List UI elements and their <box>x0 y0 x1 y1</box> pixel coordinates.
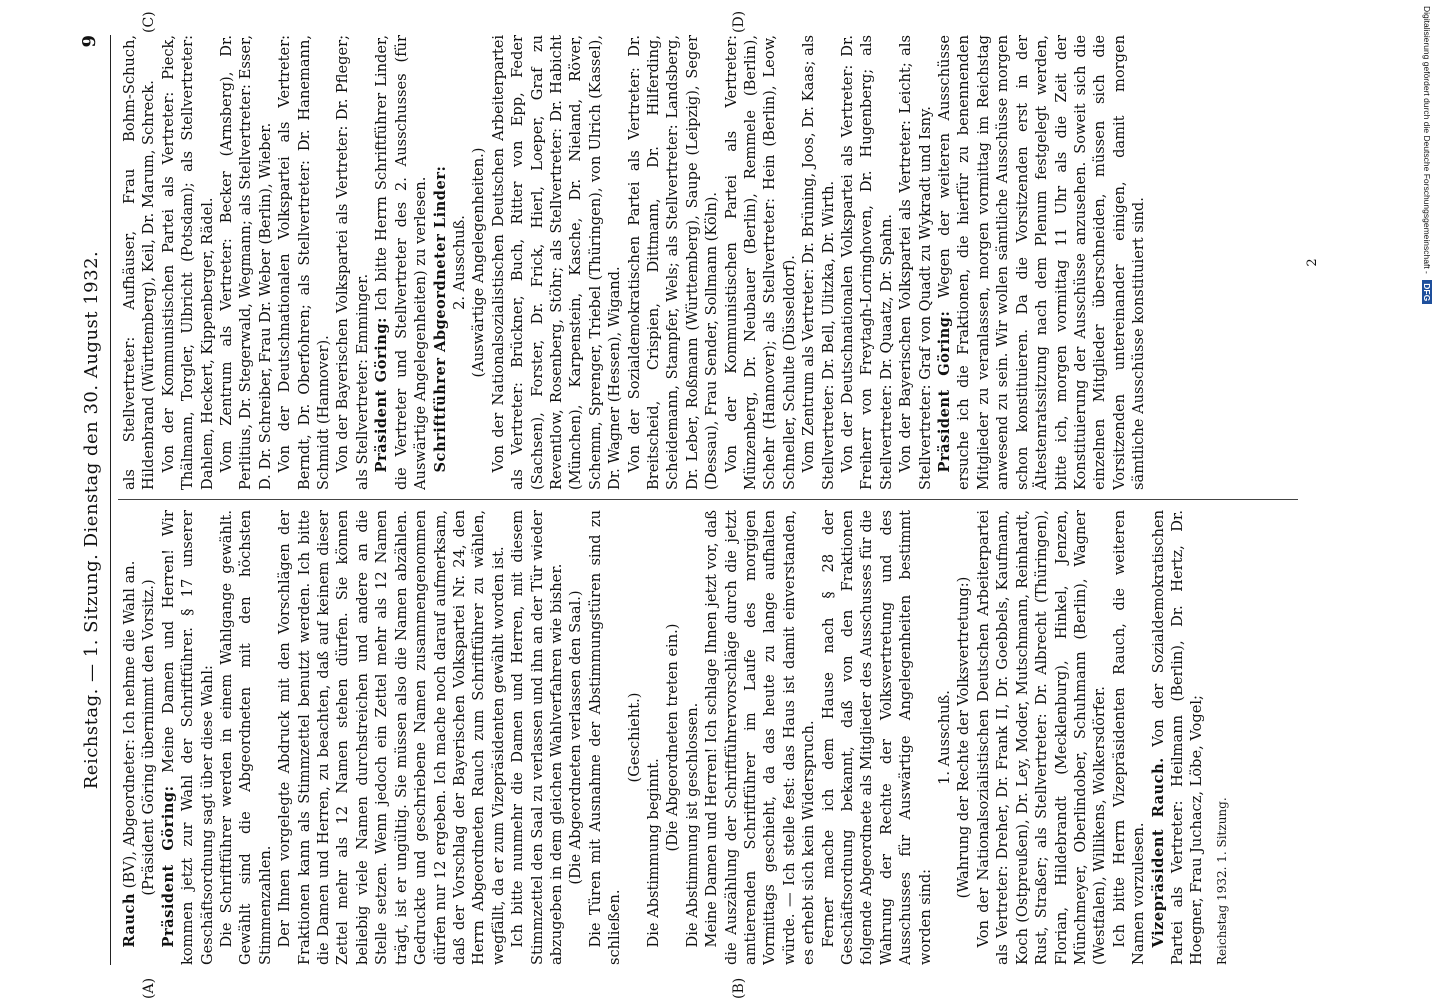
paragraph <box>159 510 217 965</box>
centered-line <box>469 35 488 490</box>
column-divider <box>118 499 1298 500</box>
paragraph-text: Von der Sozialdemokratischen Partei als Vertreter: Heilmann (Berlin), Dr. Hertz, Dr. Hoegner, Frau Juchacz, Löbe, Vogel; <box>1149 510 1206 965</box>
paragraph-text: Ich bitte Herrn Schriftführer Linder, die Vertreter und Stellvertreter des 2. Ausschusses (für Auswärtige Angelegenheiten) zu verlesen. <box>373 35 430 490</box>
speaker-name: Präsident Göring: <box>159 785 177 948</box>
paragraph-text: Der Ihnen vorgelegte Abdruck mit den Vorschlägen der Fraktionen kann als Stimmzettel benutzt werden. Ich bitte die Damen und Herren, zu beachten, daß auf keinem dieser Zettel mehr als 12 Namen stehen dürfen. Sie können beliebig viele Namen durchstreichen und andere an die Stelle setzen. Wenn jedoch ein Zettel mehr als 12 Namen trägt, ist er ungültig. Sie müssen also die Namen abzählen. Gedruckte und geschriebene Namen zusammengenommen dürfen nur 12 ergeben. Ich mache noch darauf aufmerksam, daß der Vorschlag der Bayerischen Volkspartei Nr. 24, den Herrn Abgeordneten Rauch zum Schriftführer zu wählen, wegfällt, da er zum Vizepräsidenten gewählt worden ist. <box>276 510 507 965</box>
paragraph-text: Vom Zentrum als Vertreter: Becker (Arnsberg), Dr. Perlitius, Dr. Stegerwald, Wegmann; als Stellvertreter: Esser, D. Dr. Schreiber, Frau Dr. Weber (Berlin), Wieber. <box>218 35 274 490</box>
margin-letter-d: (D) <box>731 10 747 33</box>
paragraph <box>1110 510 1149 965</box>
paragraph-text: Meine Damen und Herren! Wir kommen jetzt zur Wahl der Schriftführer. § 17 unserer Geschäftsordnung sagt über diese Wahl: <box>159 510 216 965</box>
paragraph <box>217 35 275 490</box>
document-page <box>79 10 1340 999</box>
paragraph-text: Von der Bayerischen Volkspartei als Vertreter: Dr. Pfleger; als Stellvertreter: Emminger. <box>334 35 371 490</box>
right-column <box>120 35 1330 490</box>
speaker-name: Schriftführer Abgeordneter Linder: <box>431 165 449 473</box>
paragraph <box>275 510 508 965</box>
paragraph <box>159 35 217 490</box>
paragraph-text: Von der Nationalsozialistischen Deutschen Arbeiterpartei als Vertreter: Brückner, Buch, Ritter von Epp, Feder (Sachsen), Forster, Dr. Frick, Hierl, Loeper, Graf zu Reventlow, Rosenberg, Stöhr; als Stellvertreter: Dr. Habicht (München), Karpenstein, Kasche, Dr. Nieland, Röver, Schemm, Sprenger, Triebel (Thüringen), von Ulrich (Kassel), Dr. Wagner (Hessen), Wigand. <box>489 35 624 490</box>
centered-line <box>566 510 585 965</box>
paragraph-text: Die Schriftführer werden in einem Wahlgange gewählt. Gewählt sind die Abgeordneten mit den höchsten Stimmenzahlen. <box>218 510 274 965</box>
paragraph <box>120 510 139 965</box>
paragraph-text: Wegen der weiteren Ausschüsse ersuche ich die Fraktionen, die hierfür zu benennenden Mitglieder zu veranlassen, morgen vormittag im Reichstag anwesend zu sein. Wir wollen sämtliche Ausschüsse morgen schon konstituieren. Da die Vorsitzenden erst in der Ältestenratssitzung nach dem Plenum festgelegt werden, bitte ich, morgen vormittag 11 Uhr als die Zeit der Konstituierung der Ausschüsse anzusehen. Soweit sich die einzelnen Mitglieder überschneiden, müssen sich die Vorsitzenden untereinander einigen, damit morgen sämtliche Ausschüsse konstituiert sind. <box>936 35 1148 490</box>
page-footer-note: Reichstag 1932. 1. Sitzung. <box>1214 797 1229 965</box>
left-column-text <box>120 510 1207 965</box>
paragraph-text: Von der Kommunistischen Partei als Vertreter: Münzenberg, Dr. Neubauer (Berlin), Remmele (Berlin), Schehr (Hannover); als Stellvertreter: Hein (Berlin), Leow, Schneller, Schulte (Düsseldorf). <box>722 35 798 490</box>
paragraph <box>586 510 625 965</box>
paragraph <box>1149 510 1207 965</box>
margin-letter-c: (C) <box>141 11 157 33</box>
running-header: Reichstag. — 1. Sitzung. Dienstag den 30. August 1932. <box>81 250 102 790</box>
paragraph-text: (Die Abgeordneten verlassen den Saal.) <box>567 590 585 885</box>
paragraph-text: Von der Deutschnationalen Volkspartei als Vertreter: Berndt, Dr. Oberfohren; als Stellvertreter: Dr. Hanemann, Schmidt (Hannover). <box>276 35 333 490</box>
dfg-logo: DFG <box>1422 280 1432 304</box>
paragraph <box>935 35 1148 490</box>
paragraph-text: Ich bitte nunmehr die Damen und Herren, mit diesem Stimmzettel den Saal zu verlassen und ihn an der Tür wieder abzugeben in dem gleichen Wahlverfahren wie bisher. <box>509 510 565 965</box>
paragraph <box>974 510 1110 965</box>
paragraph-text: Die Abstimmung ist geschlossen. <box>683 702 701 948</box>
paragraph-text: als Stellvertreter: Aufhäuser, Frau Bohm-Schuch, Hildenbrand (Württemberg), Keil, Dr. Marum, Schreck. <box>121 35 158 490</box>
paragraph-text: 1. Ausschuß. <box>936 690 954 785</box>
paragraph-text: Von der Nationalsozialistischen Deutschen Arbeiterpartei als Vertreter: Dreher, Dr. Frank II, Dr. Goebbels, Kaufmann, Koch (Ostpreußen), Dr. Ley, Moder, Mutschmann, Reinhardt, Rust, Straßer; als Stellvertreter: Dr. Albrecht (Thüringen), Florian, Hildebrandt (Mecklenburg), Hinkel, Jenzen, Münchmeyer, Oberlindober, Schuhmann (Berlin), Wagner (Westfalen), Willikens, Wolkersdörfer. <box>974 510 1109 965</box>
paragraph-text: Ich bitte Herrn Vizepräsidenten Rauch, die weiteren Namen vorzulesen. <box>1110 510 1148 965</box>
paragraph <box>799 35 838 490</box>
paragraph <box>625 35 722 490</box>
margin-letter-b: (B) <box>731 977 747 999</box>
paragraph-text: (Wahrung der Rechte der Volksvertretung:) <box>955 576 973 899</box>
speaker-name: Präsident Göring: <box>373 317 391 473</box>
left-column <box>120 510 1330 965</box>
centered-line <box>625 510 644 965</box>
paragraph <box>120 35 159 490</box>
page-header <box>80 35 110 965</box>
paragraph <box>683 510 702 965</box>
speaker-name: Rauch <box>121 892 138 948</box>
paragraph-text: Meine Damen und Herren! Ich schlage Ihnen jetzt vor, daß die Auszählung der Schriftführervorschläge durch die jetzt amtierenden Schriftführer im Laufe des morgigen Vormittags geschieht, da das heute zu lange aufhalten würde. — Ich stelle fest: das Haus ist damit einverstanden, es erhebt sich kein Widerspruch. <box>703 510 818 965</box>
paragraph <box>722 35 800 490</box>
paragraph <box>702 510 818 965</box>
margin-letter-a: (A) <box>141 977 157 999</box>
paragraph <box>489 35 625 490</box>
paragraph <box>819 510 935 965</box>
centered-line <box>663 510 682 965</box>
paragraph-text: Die Türen mit Ausnahme der Abstimmungstüren sind zu schließen. <box>586 510 624 965</box>
paragraph <box>275 35 333 490</box>
speaker-name: Präsident Göring: <box>936 310 954 473</box>
centered-line <box>450 35 469 490</box>
paragraph <box>644 510 663 965</box>
dfg-credit-text: Digitalisierung gefördert durch die Deutsche Forschungsgemeinschaft - <box>1422 6 1432 274</box>
right-column-text <box>120 35 1149 490</box>
header-rule <box>110 35 111 965</box>
paragraph-text: (Präsident Göring übernimmt den Vorsitz.) <box>140 579 158 896</box>
paragraph <box>217 510 275 965</box>
paragraph-text: Vom Zentrum als Vertreter: Dr. Brüning, Joos, Dr. Kaas; als Stellvertreter: Dr. Bell, Ulitzka, Dr. Wirth. <box>800 35 837 490</box>
paragraph-text: (Auswärtige Angelegenheiten.) <box>470 147 488 378</box>
signature-mark: 2 <box>1304 258 1320 267</box>
centered-line <box>954 510 973 965</box>
paragraph-text: (Geschieht.) <box>625 692 643 783</box>
paragraph <box>372 35 430 490</box>
paragraph-text: (BV), Abgeordneter: Ich nehme die Wahl an. <box>121 560 138 893</box>
speaker-name: Vizepräsident Rauch. <box>1149 757 1167 948</box>
paragraph-text: 2. Ausschuß. <box>450 215 468 310</box>
paragraph <box>333 35 372 490</box>
paragraph-text: Von der Kommunistischen Partei als Vertreter: Pieck, Thälmann, Torgler, Ulbricht (Potsdam); als Stellvertreter: Dahlem, Heckert, Kippenberger, Rädel. <box>159 35 216 490</box>
digitization-credit <box>1422 6 1434 996</box>
paragraph-text: (Die Abgeordneten treten ein.) <box>664 623 682 852</box>
paragraph <box>896 35 935 490</box>
paragraph <box>508 510 566 965</box>
centered-line <box>139 510 158 965</box>
paragraph-text: Ferner mache ich dem Hause nach § 28 der Geschäftsordnung bekannt, daß von den Fraktionen folgende Abgeordnete als Mitglieder des Ausschusses für die Wahrung der Rechte der Volksvertretung und des Ausschusses für Auswärtige Angelegenheiten bestimmt worden sind: <box>819 510 934 965</box>
page-number: 9 <box>79 35 100 48</box>
paragraph-text: Von der Sozialdemokratischen Partei als Vertreter: Dr. Breitscheid, Crispien, Dittmann, Dr. Hilferding, Scheidemann, Stampfer, Wels; als Stellvertreter: Landsberg, Dr. Leber, Roßmann (Württemberg), Saupe (Leipzig), Seger (Dessau), Frau Sender, Sollmann (Köln). <box>625 35 721 490</box>
paragraph <box>838 35 896 490</box>
paragraph-text: Von der Bayerischen Volkspartei als Vertreter: Leicht; als Stellvertreter: Graf von Quadt zu Wykradt und Isny. <box>897 35 934 490</box>
paragraph-text: Von der Deutschnationalen Volkspartei als Vertreter: Dr. Freiherr von Freytagh-Loringhoven, Dr. Hugenberg; als Stellvertreter: Dr. Quaatz, Dr. Spahn. <box>839 35 895 490</box>
centered-line <box>935 510 954 965</box>
paragraph-text: Die Abstimmung beginnt. <box>644 758 662 948</box>
paragraph <box>431 35 450 490</box>
